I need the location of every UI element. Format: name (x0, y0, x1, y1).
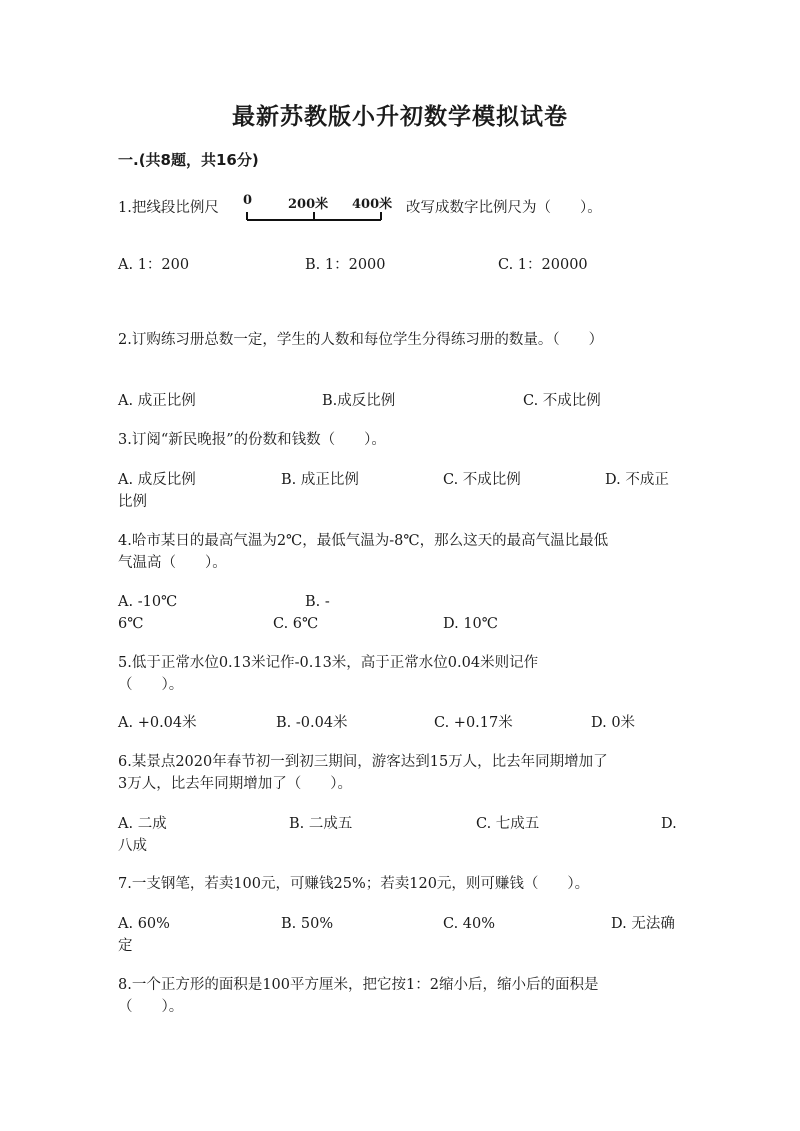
q7-option-d[interactable]: D. 无法确 (611, 916, 675, 932)
q6-option-b[interactable]: B. 二成五 (289, 816, 353, 832)
q4-option-b[interactable]: B. - (305, 594, 330, 610)
q7-option-a[interactable]: A. 60% (118, 916, 170, 932)
scale-ruler-icon (240, 209, 390, 225)
scale-label-0: 0 (243, 193, 253, 208)
q6-option-a[interactable]: A. 二成 (118, 816, 167, 832)
question-6-line-2: 3万人，比去年同期增加了（ ）。 (118, 776, 352, 792)
q6-option-d-wrap: 八成 (118, 838, 147, 854)
q1-option-a[interactable]: A. 1：200 (118, 257, 190, 273)
q5-option-b[interactable]: B. -0.04米 (276, 715, 348, 731)
section-heading: 一.(共8题，共16分) (118, 151, 259, 169)
question-5-line-1: 5.低于正常水位0.13米记作-0.13米，高于正常水位0.04米则记作 (118, 655, 539, 671)
q4-option-b-wrap: 6℃ (118, 616, 144, 632)
question-6-line-1: 6.某景点2020年春节初一到初三期间，游客达到15万人，比去年同期增加了 (118, 754, 608, 770)
question-8-line-1: 8.一个正方形的面积是100平方厘米，把它按1：2缩小后，缩小后的面积是 (118, 977, 599, 993)
q3-option-a[interactable]: A. 成反比例 (118, 472, 196, 488)
q3-option-c[interactable]: C. 不成比例 (443, 472, 521, 488)
q7-option-d-wrap: 定 (118, 938, 133, 954)
question-2-text: 2.订购练习册总数一定，学生的人数和每位学生分得练习册的数量。（ ） (118, 332, 604, 348)
q5-option-c[interactable]: C. +0.17米 (434, 715, 513, 731)
q4-option-a[interactable]: A. -10℃ (118, 594, 178, 610)
q5-option-d[interactable]: D. 0米 (591, 715, 636, 731)
question-8-line-2: （ ）。 (118, 999, 184, 1015)
question-5-line-2: （ ）。 (118, 677, 184, 693)
q2-option-b[interactable]: B.成反比例 (322, 393, 396, 409)
q6-option-c[interactable]: C. 七成五 (476, 816, 540, 832)
page-title: 最新苏教版小升初数学模拟试卷 (232, 104, 568, 130)
question-1-suffix: 改写成数字比例尺为（ ）。 (406, 200, 602, 216)
question-4-line-1: 4.哈市某日的最高气温为2℃，最低气温为-8℃，那么这天的最高气温比最低 (118, 533, 609, 549)
question-1-prefix: 1.把线段比例尺 (118, 200, 219, 216)
q1-option-b[interactable]: B. 1：2000 (305, 257, 386, 273)
scale-label-400: 400米 (352, 197, 393, 212)
q2-option-c[interactable]: C. 不成比例 (523, 393, 601, 409)
q7-option-b[interactable]: B. 50% (281, 916, 334, 932)
scale-label-200: 200米 (288, 197, 329, 212)
q5-option-a[interactable]: A. +0.04米 (118, 715, 197, 731)
q4-option-c[interactable]: C. 6℃ (273, 616, 319, 632)
question-4-line-2: 气温高（ ）。 (118, 555, 227, 571)
q3-option-d[interactable]: D. 不成正 (605, 472, 669, 488)
question-7-text: 7.一支钢笔，若卖100元，可赚钱25%；若卖120元，则可赚钱（ ）。 (118, 876, 590, 892)
q1-option-c[interactable]: C. 1：20000 (498, 257, 588, 273)
q6-option-d[interactable]: D. (661, 816, 677, 832)
q2-option-a[interactable]: A. 成正比例 (118, 393, 196, 409)
q7-option-c[interactable]: C. 40% (443, 916, 496, 932)
line-segment-scale (240, 193, 400, 229)
q4-option-d[interactable]: D. 10℃ (443, 616, 498, 632)
q3-option-d-wrap: 比例 (118, 494, 147, 510)
question-3-text: 3.订阅“新民晚报”的份数和钱数（ ）。 (118, 432, 386, 448)
q3-option-b[interactable]: B. 成正比例 (281, 472, 359, 488)
